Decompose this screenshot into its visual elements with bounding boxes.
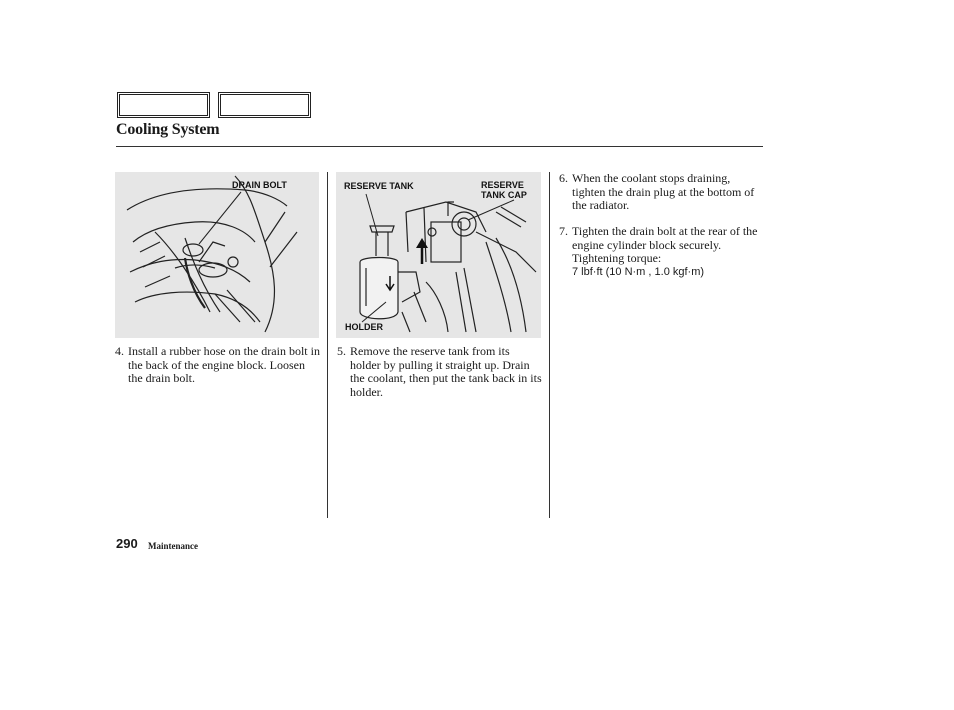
step-text: Install a rubber hose on the drain bolt in the back of the engine block. Loosen the drain bolt. [128,344,320,385]
engine-block-drawing [115,172,319,338]
step-5 [337,345,543,399]
label-reserve-tank: RESERVE TANK [344,181,414,191]
step-number: 6. [559,171,568,185]
torque-label: Tightening torque: [572,251,662,265]
page-number: 290 [116,536,138,551]
step-6 [559,172,759,213]
label-drain-bolt: DRAIN BOLT [232,180,287,190]
step-text: Remove the reserve tank from its holder by pulling it straight up. Drain the coolant, then put the tank back in its holder. [350,344,542,399]
column-divider-1 [327,172,328,518]
reserve-tank-illustration [336,172,541,338]
step-4 [115,345,320,386]
label-reserve-tank-cap-line1: RESERVE [481,180,524,190]
column-divider-2 [549,172,550,518]
nav-tab-box-1[interactable] [117,92,210,118]
step-number: 4. [115,344,124,358]
nav-tab-box-2[interactable] [218,92,311,118]
step-text: Tighten the drain bolt at the rear of the engine cylinder block securely. [572,224,758,252]
section-name: Maintenance [148,541,198,551]
step-number: 5. [337,344,346,358]
label-holder: HOLDER [345,322,383,332]
torque-value: 7 lbf·ft (10 N·m , 1.0 kgf·m) [572,265,705,278]
label-reserve-tank-cap-line2: TANK CAP [481,190,527,200]
page-title: Cooling System [116,121,220,138]
step-text: When the coolant stops draining, tighten the drain plug at the bottom of the radiator. [572,171,755,212]
title-divider [116,146,763,147]
step-7 [559,225,759,279]
drain-bolt-illustration [115,172,319,338]
step-number: 7. [559,224,568,238]
